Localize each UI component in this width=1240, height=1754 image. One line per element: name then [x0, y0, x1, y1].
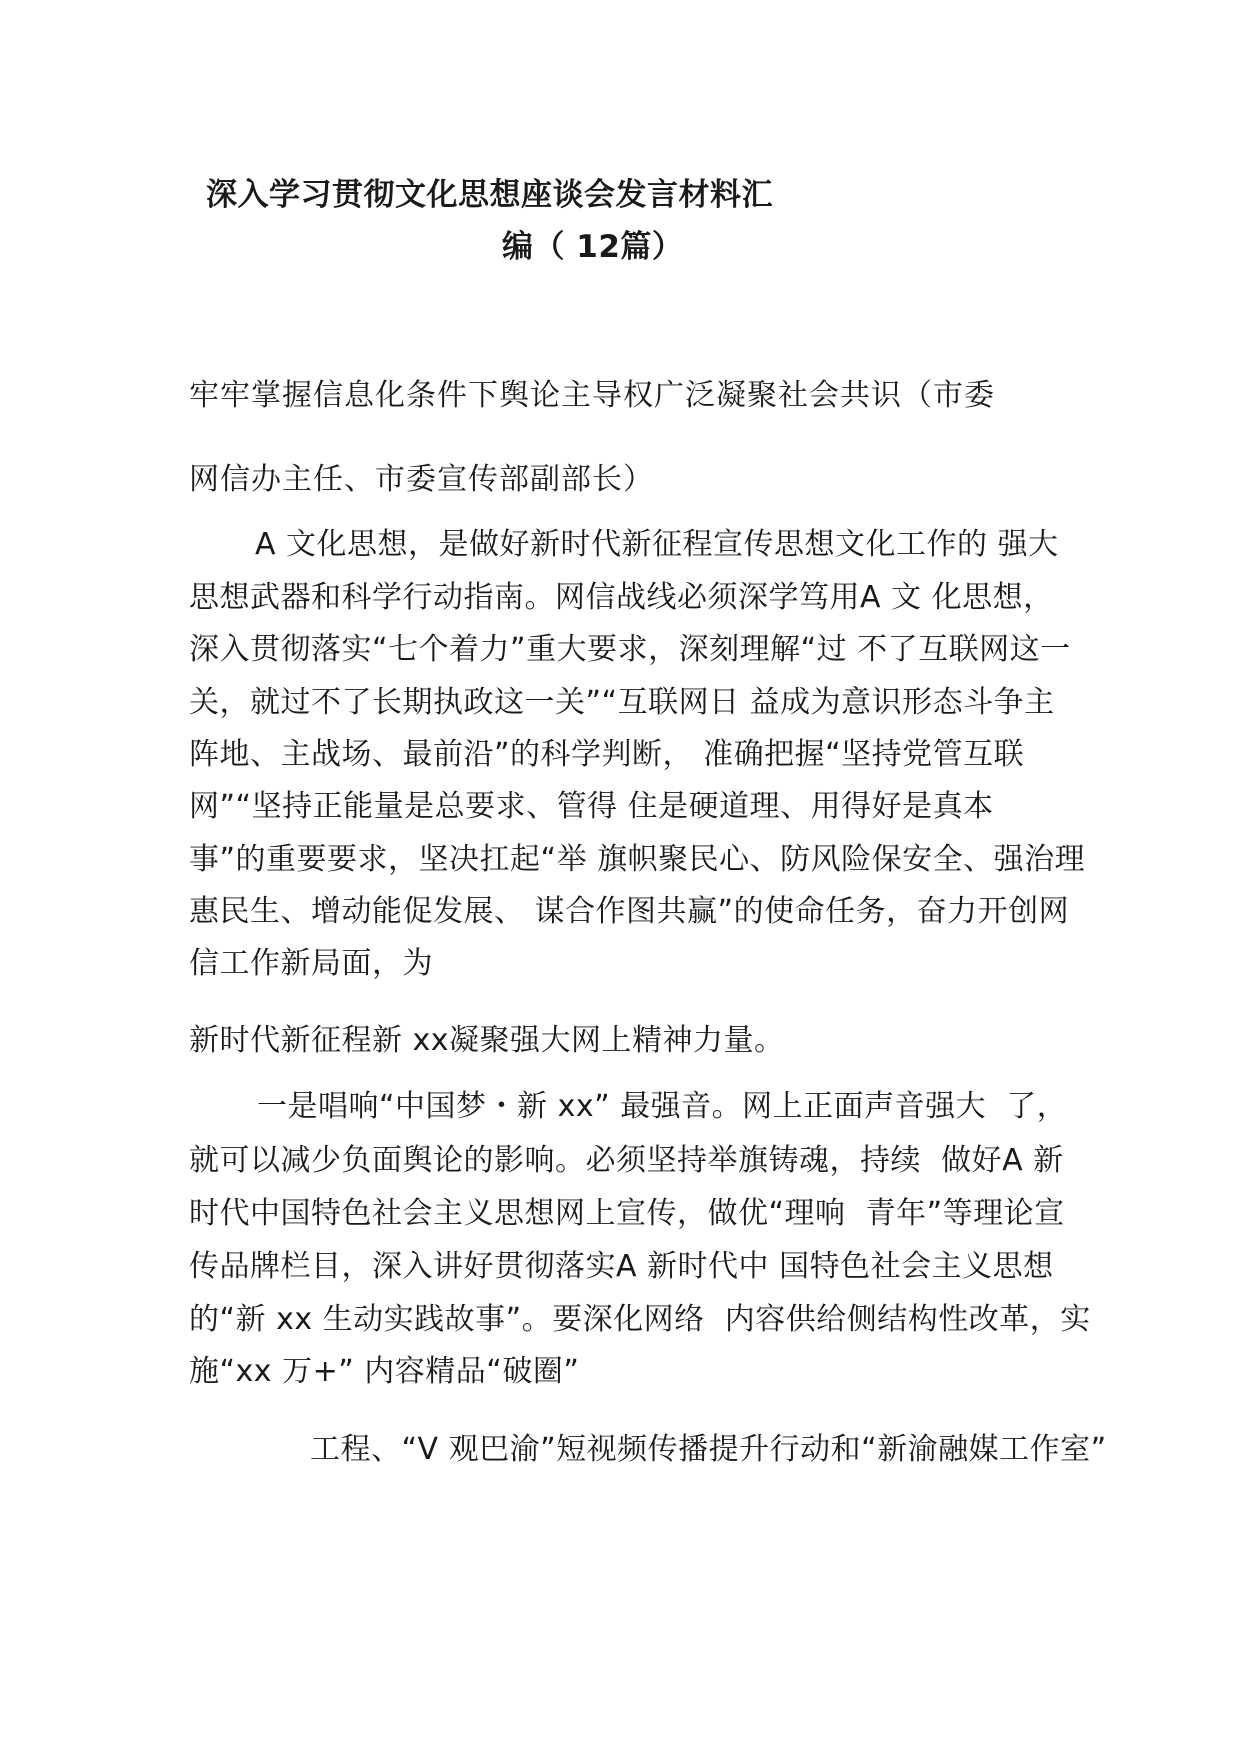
paragraph-1-line: 惠民生、增动能促发展、 谋合作图共赢”的使命任务，奋力开创网 [189, 894, 1070, 929]
paragraph-3-line: 工程、“V 观巴渝”短视频传播提升行动和“新渝融媒工作室” [310, 1432, 1107, 1467]
paragraph-2-line: 施“xx 万+” 内容精品“破圈” [189, 1354, 580, 1389]
paragraph-1-line: 关，就过不了长期执政这一关”“互联网日 益成为意识形态斗争主 [189, 685, 1055, 720]
paragraph-2-line: 一是唱响“中国梦・新 xx” 最强音。网上正面声音强大 了， [257, 1089, 1068, 1124]
paragraph-1-line: 网”“坚持正能量是总要求、管得 住是硬道理、用得好是真本 [189, 789, 994, 824]
paragraph-1-tail-line: 新时代新征程新 xx凝聚强大网上精神力量。 [189, 1023, 785, 1058]
paragraph-2-line: 就可以减少负面舆论的影响。必须坚持举旗铸魂，持续 做好A 新 [189, 1143, 1064, 1178]
article-heading-line-2: 网信办主任、市委宣传部副部长） [189, 462, 654, 497]
article-heading-line-1: 牢牢掌握信息化条件下舆论主导权广泛凝聚社会共识（市委 [189, 378, 995, 413]
paragraph-1-line: 信工作新局面，为 [189, 946, 433, 981]
paragraph-2-line: 的“新 xx 生动实践故事”。要深化网络 内容供给侧结构性改革，实 [189, 1302, 1091, 1337]
document-title-line-2: 编（ 12篇） [502, 229, 684, 265]
document-title-line-1: 深入学习贯彻文化思想座谈会发言材料汇 [206, 177, 773, 213]
paragraph-1-line: 思想武器和科学行动指南。网信战线必须深学笃用A 文 化思想， [189, 580, 1054, 615]
paragraph-2-line: 传品牌栏目，深入讲好贯彻落实A 新时代中 国特色社会主义思想 [189, 1249, 1054, 1284]
paragraph-1-line: A 文化思想，是做好新时代新征程宣传思想文化工作的 强大 [255, 527, 1059, 562]
paragraph-1-line: 阵地、主战场、最前沿”的科学判断， 准确把握“坚持党管互联 [189, 737, 1025, 772]
paragraph-1-line: 事”的重要要求，坚决扛起“举 旗帜聚民心、防风险保安全、强治理 [189, 842, 1086, 877]
paragraph-2-line: 时代中国特色社会主义思想网上宣传，做优“理响 青年”等理论宣 [189, 1196, 1065, 1231]
paragraph-1-line: 深入贯彻落实“七个着力”重大要求，深刻理解“过 不了互联网这一 [189, 632, 1071, 667]
